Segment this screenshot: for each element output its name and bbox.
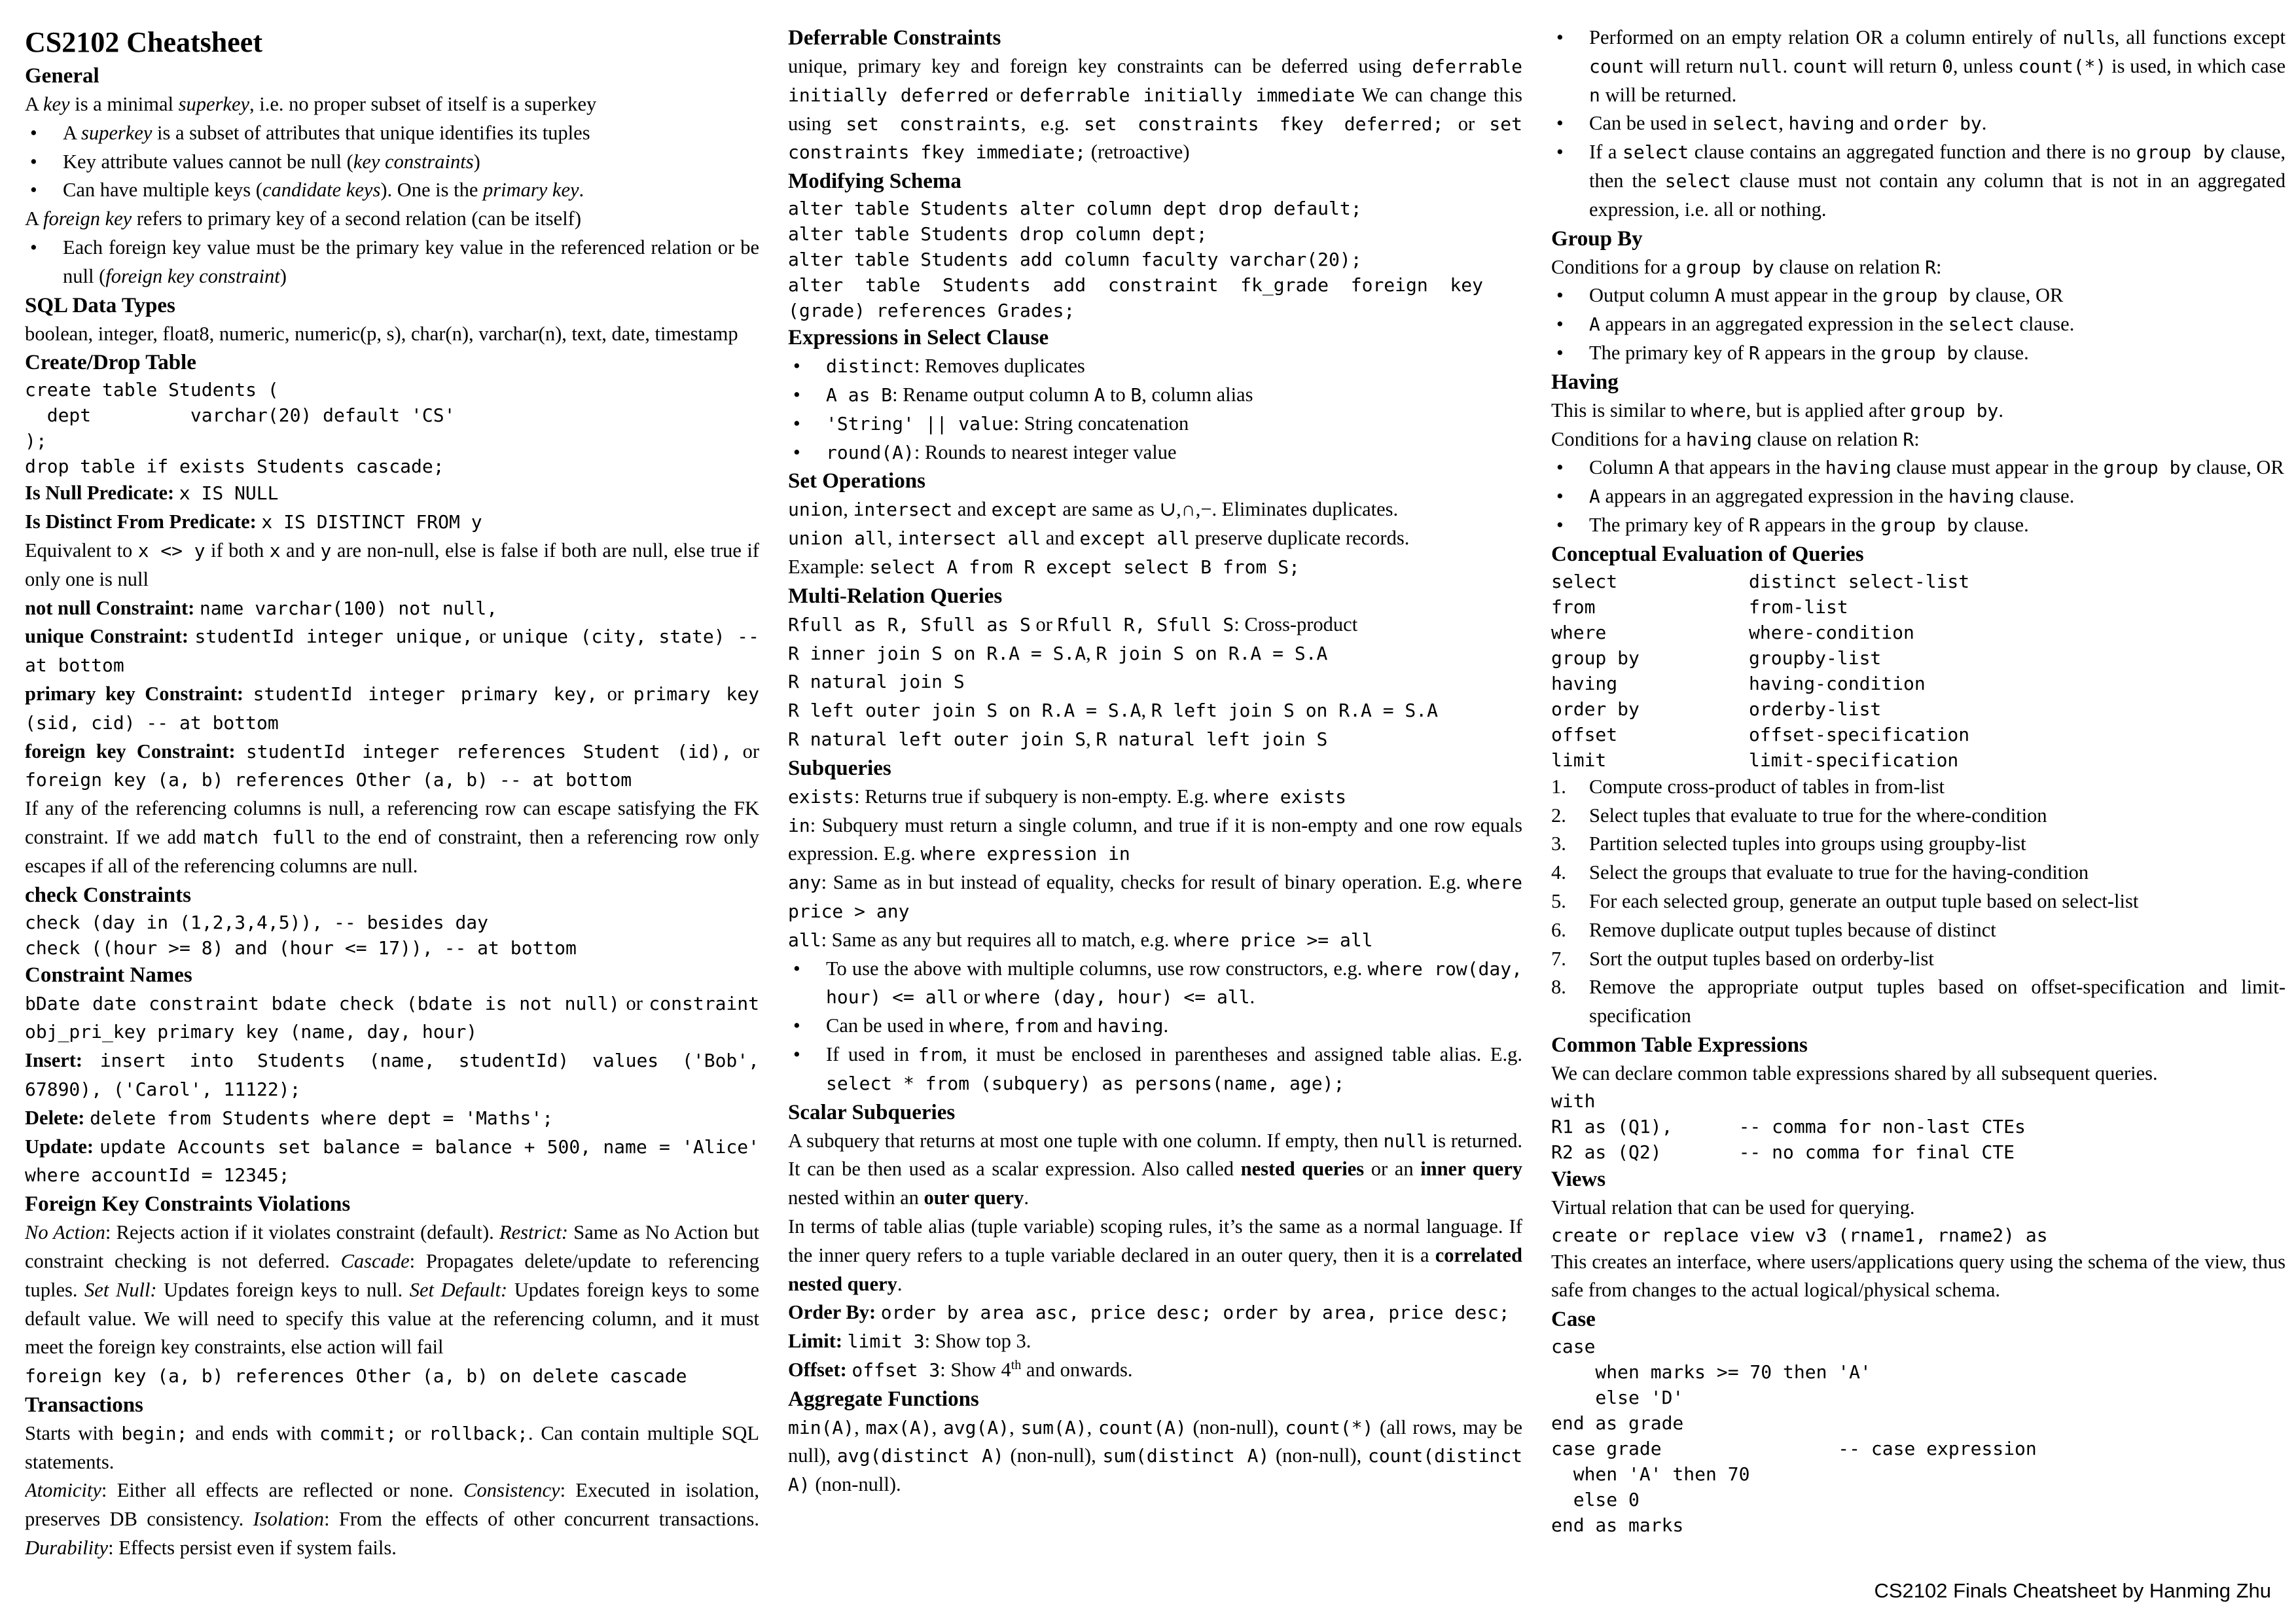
table-cell: orderby-list bbox=[1749, 698, 1882, 720]
delete-statement: Delete: delete from Students where dept = 'Maths'; bbox=[25, 1106, 554, 1129]
constraint-names-code: bDate date constraint bdate check (bdate is not null) or constraint obj_pri_key primary key (name, day, hour) bbox=[25, 991, 759, 1043]
heading-aggregate-functions: Aggregate Functions bbox=[788, 1387, 979, 1411]
heading-case: Case bbox=[1551, 1308, 1596, 1332]
heading-select-expressions: Expressions in Select Clause bbox=[788, 326, 1049, 350]
heading-create-drop-table: Create/Drop Table bbox=[25, 351, 196, 375]
subquery-any: any: Same as in but instead of equality, checks for result of binary operation. E.g. where price > any bbox=[788, 871, 1522, 922]
table-cell: limit-specification bbox=[1749, 749, 1959, 771]
fk-violations-text: No Action: Rejects action if it violates constraint (default). Restrict: Same as No Action but constraint checking is not deferred. Cascade: Propagates delete/update to referencing tuples. Set Null: Updates foreign keys to null. Set Default: Updates foreign keys to some default value. We will need to specify this value at the referencing column, and it must meet the foreign key constraints, else action will fail bbox=[25, 1221, 759, 1359]
heading-cte: Common Table Expressions bbox=[1551, 1033, 1808, 1057]
case-code: case when marks >= 70 then 'A' else 'D' end as grade case grade -- case expression when 'A' then 70 else 0 end as marks bbox=[1551, 1336, 2037, 1537]
list-item: 1. Compute cross-product of tables in from-list bbox=[1551, 775, 1945, 798]
heading-scalar-subqueries: Scalar Subqueries bbox=[788, 1100, 956, 1124]
primary-key-constraint: primary key Constraint: studentId integer primary key, or primary key (sid, cid) -- at bottom bbox=[25, 682, 759, 734]
column-2 bbox=[788, 24, 1522, 1623]
subquery-exists: exists: Returns true if subquery is non-empty. E.g. where exists bbox=[788, 785, 1346, 808]
views-code: create or replace view v3 (rname1, rname2) as bbox=[1551, 1224, 2048, 1246]
having-intro: Conditions for a having clause on relation R: bbox=[1551, 427, 1920, 450]
list-item: • Key attribute values cannot be null (key constraints) bbox=[25, 148, 759, 177]
page-title: CS2102 Cheatsheet bbox=[25, 26, 262, 58]
heading-set-operations: Set Operations bbox=[788, 469, 925, 493]
table-cell: order by bbox=[1551, 698, 1640, 720]
select-expression-list bbox=[788, 352, 1522, 467]
table-cell: having-condition bbox=[1749, 672, 1926, 694]
table-cell: group by bbox=[1551, 647, 1640, 669]
table-cell: from bbox=[1551, 596, 1596, 618]
data-types-text: boolean, integer, float8, numeric, numeric(p, s), char(n), varchar(n), text, date, timestamp bbox=[25, 322, 738, 345]
heading-views: Views bbox=[1551, 1167, 1606, 1191]
key-bullets bbox=[25, 119, 759, 205]
table-cell: limit bbox=[1551, 749, 1607, 771]
heading-general: General bbox=[25, 64, 99, 88]
multi-line: R inner join S on R.A = S.A, R join S on R.A = S.A bbox=[788, 641, 1328, 664]
table-cell: where bbox=[1551, 621, 1607, 643]
foreign-key-definition: A foreign key refers to primary key of a second relation (can be itself) bbox=[25, 207, 581, 230]
list-item: 2. Select tuples that evaluate to true for the where-condition bbox=[1551, 804, 2047, 827]
list-item: • round(A): Rounds to nearest integer value bbox=[788, 438, 1522, 467]
having-text: This is similar to where, but is applied after group by. bbox=[1551, 399, 2003, 421]
heading-multi-relation: Multi-Relation Queries bbox=[788, 584, 1003, 608]
table-cell: distinct select-list bbox=[1749, 570, 1970, 592]
heading-having: Having bbox=[1551, 370, 1619, 394]
list-item: 7. Sort the output tuples based on orderby-list bbox=[1551, 947, 1934, 970]
table-cell: select bbox=[1551, 570, 1618, 592]
acid-text: Atomicity: Either all effects are reflected or none. Consistency: Executed in isolation, preserves DB consistency. Isolation: From the effects of other concurrent transactions. Durability: Effects persist even if system fails. bbox=[25, 1479, 759, 1560]
multi-line: R natural join S bbox=[788, 671, 965, 693]
group-by-intro: Conditions for a group by clause on relation R: bbox=[1551, 255, 1942, 278]
set-ops-line: union, intersect and except are same as ∪,∩,−. Eliminates duplicates. bbox=[788, 498, 1399, 521]
scalar-text: A subquery that returns at most one tuple with one column. If empty, then null is returned. It can be then used as a scalar expression. Also called nested queries or an inner query nested within an outer query. bbox=[788, 1129, 1522, 1209]
heading-constraint-names: Constraint Names bbox=[25, 963, 192, 987]
list-item: 5. For each selected group, generate an output tuple based on select-list bbox=[1551, 889, 2139, 912]
is-null-predicate: Is Null Predicate: x IS NULL bbox=[25, 482, 279, 505]
table-cell: having bbox=[1551, 672, 1618, 694]
not-null-constraint: not null Constraint: name varchar(100) not null, bbox=[25, 596, 498, 619]
list-item: 6. Remove duplicate output tuples because of distinct bbox=[1551, 918, 1996, 941]
evaluation-table bbox=[1551, 569, 2286, 773]
table-cell: from-list bbox=[1749, 596, 1848, 618]
heading-deferrable-constraints: Deferrable Constraints bbox=[788, 26, 1001, 50]
table-cell: offset-specification bbox=[1749, 723, 1970, 745]
table-cell: where-condition bbox=[1749, 621, 1914, 643]
list-item: • If used in from, it must be enclosed in parentheses and assigned table alias. E.g. select * from (subquery) as persons(name, age); bbox=[788, 1041, 1522, 1098]
views-text: Virtual relation that can be used for querying. bbox=[1551, 1196, 1915, 1219]
heading-conceptual-evaluation: Conceptual Evaluation of Queries bbox=[1551, 542, 1864, 566]
list-item: • The primary key of R appears in the group by clause. bbox=[1551, 511, 2286, 540]
create-table-code: create table Students ( dept varchar(20) default 'CS' ); drop table if exists Students cascade; bbox=[25, 379, 456, 478]
list-item: • A appears in an aggregated expression in the select clause. bbox=[1551, 310, 2286, 339]
list-item: • To use the above with multiple columns, use row constructors, e.g. where row(day, hour) <= all or where (day, hour) <= all. bbox=[788, 955, 1522, 1012]
table-cell: offset bbox=[1551, 723, 1618, 745]
list-item: • Can be used in select, having and order by. bbox=[1551, 109, 2286, 138]
update-statement: Update: update Accounts set balance = balance + 500, name = 'Alice' where accountId = 12345; bbox=[25, 1135, 759, 1186]
check-constraints-code: check (day in (1,2,3,4,5)), -- besides day check ((hour >= 8) and (hour <= 17)), -- at bottom bbox=[25, 911, 577, 959]
footer-credit: CS2102 Finals Cheatsheet by Hanming Zhu bbox=[1874, 1579, 2271, 1602]
list-item: 4. Select the groups that evaluate to true for the having-condition bbox=[1551, 861, 2089, 884]
foreign-key-bullets bbox=[25, 234, 759, 291]
cte-code: with R1 as (Q1), -- comma for non-last CTEs R2 as (Q2) -- no comma for final CTE bbox=[1551, 1090, 2026, 1163]
transactions-text: Starts with begin; and ends with commit; or rollback;. Can contain multiple SQL statements. bbox=[25, 1421, 759, 1473]
list-item: • distinct: Removes duplicates bbox=[788, 352, 1522, 381]
set-ops-example: Example: select A from R except select B from S; bbox=[788, 555, 1300, 578]
list-item: • A as B: Rename output column A to B, column alias bbox=[788, 381, 1522, 410]
multi-line: R natural left outer join S, R natural left join S bbox=[788, 727, 1328, 750]
list-item: • 'String' || value: String concatenation bbox=[788, 410, 1522, 438]
subquery-in: in: Subquery must return a single column, and true if it is non-empty and one row equals expression. E.g. where expression in bbox=[788, 813, 1522, 865]
deferrable-text: unique, primary key and foreign key constraints can be deferred using deferrable initially deferred or deferrable initially immediate We can change this using set constraints, e.g. set constraints fkey deferred; or set constraints fkey immediate; (retroactive) bbox=[788, 55, 1522, 164]
list-item: • Can have multiple keys (candidate keys). One is the primary key. bbox=[25, 176, 759, 205]
aggregate-text: min(A), max(A), avg(A), sum(A), count(A) (non-null), count(*) (all rows, may be null), avg(distinct A) (non-null), sum(distinct A) (non-null), count(distinct A) (non-null). bbox=[788, 1416, 1522, 1496]
multi-line: Rfull as R, Sfull as S or Rfull R, Sfull S: Cross-product bbox=[788, 613, 1358, 635]
column-1 bbox=[25, 24, 759, 1623]
subquery-all: all: Same as any but requires all to match, e.g. where price >= all bbox=[788, 928, 1373, 951]
heading-transactions: Transactions bbox=[25, 1393, 143, 1417]
list-item: • Column A that appears in the having clause must appear in the group by clause, OR bbox=[1551, 454, 2286, 482]
modifying-schema-code: alter table Students alter column dept drop default; alter table Students drop column dept; alter table Students add column faculty varchar(20); alter table Students add constraint fk_grade foreign key (grade) references Grades; bbox=[788, 198, 1484, 322]
heading-group-by: Group By bbox=[1551, 226, 1643, 251]
multi-line: R left outer join S on R.A = S.A, R left join S on R.A = S.A bbox=[788, 699, 1438, 722]
list-item: • A superkey is a subset of attributes that unique identifies its tuples bbox=[25, 119, 759, 148]
list-item: 8. Remove the appropriate output tuples based on offset-specification and limit-specification bbox=[1551, 976, 2286, 1027]
list-item: • Performed on an empty relation OR a column entirely of nulls, all functions except count will return null. count will return 0, unless count(*) is used, in which case n will be returned. bbox=[1551, 24, 2286, 109]
limit: Limit: limit 3: Show top 3. bbox=[788, 1330, 1031, 1353]
insert-statement: Insert: insert into Students (name, studentId) values ('Bob', 67890), ('Carol', 11122); bbox=[25, 1049, 759, 1100]
foreign-key-constraint: foreign key Constraint: studentId integer references Student (id), or foreign key (a, b) references Other (a, b) -- at bottom bbox=[25, 740, 759, 791]
foreign-key-null-text: If any of the referencing columns is null, a referencing row can escape satisfying the FK constraint. If we add match full to the end of constraint, then a referencing row only escapes if all of the referencing columns are null. bbox=[25, 797, 759, 877]
heading-subqueries: Subqueries bbox=[788, 756, 891, 780]
fk-cascade-code: foreign key (a, b) references Other (a, b) on delete cascade bbox=[25, 1365, 687, 1387]
heading-modifying-schema: Modifying Schema bbox=[788, 169, 961, 194]
cte-text: We can declare common table expressions shared by all subsequent queries. bbox=[1551, 1061, 2158, 1084]
is-distinct-predicate: Is Distinct From Predicate: x IS DISTINCT FROM y bbox=[25, 510, 482, 533]
views-interface-text: This creates an interface, where users/applications query using the schema of the view, thus safe from changes to the actual logical/physical schema. bbox=[1551, 1250, 2286, 1302]
heading-check-constraints: check Constraints bbox=[25, 883, 191, 907]
list-item: • A appears in an aggregated expression in the having clause. bbox=[1551, 482, 2286, 511]
key-definition: A key is a minimal superkey, i.e. no proper subset of itself is a superkey bbox=[25, 93, 597, 115]
table-cell: groupby-list bbox=[1749, 647, 1882, 669]
heading-sql-data-types: SQL Data Types bbox=[25, 293, 175, 317]
list-item: • The primary key of R appears in the group by clause. bbox=[1551, 339, 2286, 368]
offset: Offset: offset 3: Show 4th and onwards. bbox=[788, 1357, 1133, 1381]
list-item: • Can be used in where, from and having. bbox=[788, 1012, 1522, 1041]
subquery-bullets bbox=[788, 955, 1522, 1098]
is-distinct-text: Equivalent to x <> y if both x and y are non-null, else is false if both are null, else true if only one is null bbox=[25, 539, 759, 590]
order-by: Order By: order by area asc, price desc; order by area, price desc; bbox=[788, 1301, 1510, 1324]
scalar-scope-text: In terms of table alias (tuple variable) scoping rules, it’s the same as a normal language. If the inner query refers to a tuple variable declared in an outer query, then it is a correlated nested query. bbox=[788, 1215, 1522, 1295]
list-item: 3. Partition selected tuples into groups using groupby-list bbox=[1551, 832, 2026, 855]
evaluation-steps bbox=[1551, 773, 2286, 1031]
heading-fk-violations: Foreign Key Constraints Violations bbox=[25, 1192, 351, 1217]
column-3 bbox=[1551, 24, 2286, 1623]
having-bullets bbox=[1551, 454, 2286, 539]
group-by-bullets bbox=[1551, 281, 2286, 367]
list-item: • If a select clause contains an aggregated function and there is no group by clause, then the select clause must not contain any column that is not in an aggregated expression, i.e. all or nothing. bbox=[1551, 138, 2286, 224]
list-item: • Output column A must appear in the group by clause, OR bbox=[1551, 281, 2286, 310]
unique-constraint: unique Constraint: studentId integer unique, or unique (city, state) -- at bottom bbox=[25, 625, 759, 677]
aggregate-bullets bbox=[1551, 24, 2286, 224]
set-ops-all-line: union all, intersect all and except all preserve duplicate records. bbox=[788, 527, 1410, 550]
list-item: • Each foreign key value must be the primary key value in the referenced relation or be null (foreign key constraint) bbox=[25, 234, 759, 291]
